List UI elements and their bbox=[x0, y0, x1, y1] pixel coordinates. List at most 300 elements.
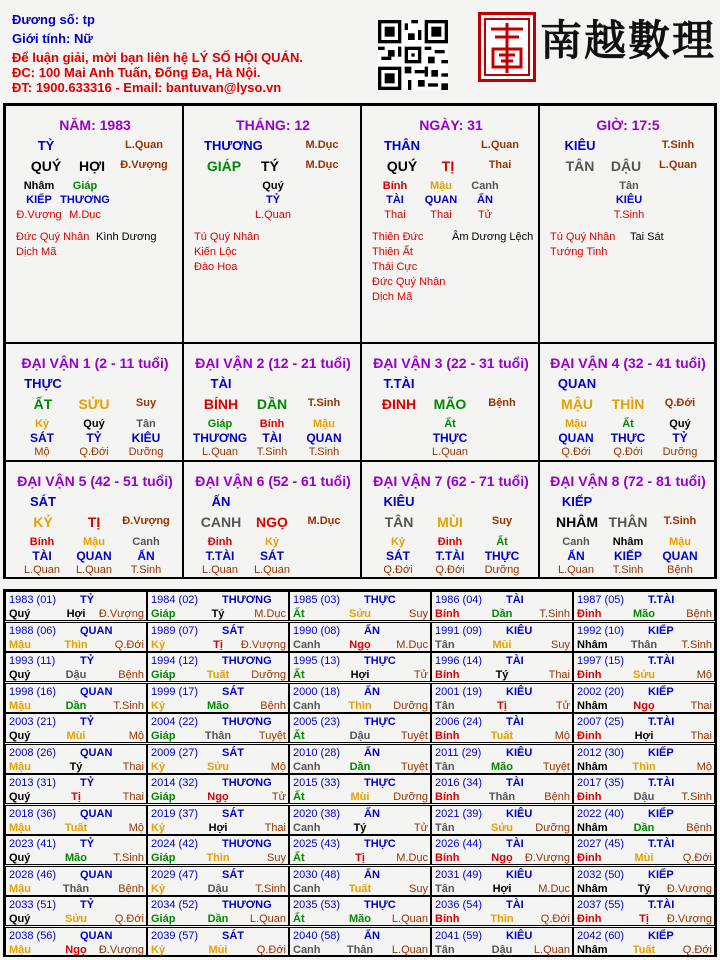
dai-van-god: SÁT bbox=[30, 494, 56, 509]
year-stem: Kỷ bbox=[151, 699, 166, 712]
year-state: Dưỡng bbox=[535, 821, 570, 834]
year-label: 2040 (58) bbox=[293, 929, 341, 942]
pillar-hidden-state: T.Sinh bbox=[613, 209, 645, 221]
year-cell bbox=[573, 805, 715, 835]
dai-van-hidden-god: TÀI bbox=[32, 549, 52, 563]
year-cell bbox=[573, 744, 715, 774]
year-stem: Đinh bbox=[577, 913, 602, 925]
year-state: Dưỡng bbox=[393, 791, 428, 803]
year-branch: Ngọ bbox=[207, 791, 229, 803]
year-label: 1991 (09) bbox=[435, 624, 483, 637]
header bbox=[0, 0, 720, 100]
year-state: Tuyệt bbox=[400, 730, 428, 742]
year-stem: Nhâm bbox=[577, 943, 608, 956]
year-ten-god: THƯƠNG bbox=[222, 655, 272, 667]
dai-van-state: Đ.Vượng bbox=[122, 515, 170, 527]
year-cell bbox=[5, 591, 147, 621]
year-branch: Tị bbox=[639, 913, 649, 925]
year-cell bbox=[289, 866, 431, 896]
year-state: Tử bbox=[271, 791, 286, 803]
year-label: 2033 (51) bbox=[9, 899, 57, 911]
dai-van-hidden-stem: Mậu bbox=[83, 536, 105, 548]
qr-code-icon bbox=[378, 20, 448, 90]
pillar-state: M.Dục bbox=[305, 139, 339, 151]
year-ten-god: QUAN bbox=[80, 807, 113, 820]
year-state: T.Sinh bbox=[113, 852, 144, 864]
year-ten-god: TÀI bbox=[506, 838, 524, 850]
dai-van-hidden-stem: Ất bbox=[622, 418, 634, 430]
year-label: 2030 (48) bbox=[293, 868, 341, 881]
year-state: L.Quan bbox=[391, 913, 428, 925]
year-state: T.Sinh bbox=[539, 608, 570, 620]
dai-van-title: ĐẠI VẬN 2 (12 - 21 tuổi) bbox=[195, 355, 351, 371]
pillar-star-secondary: Tai Sát bbox=[630, 231, 664, 243]
year-cell bbox=[289, 896, 431, 926]
year-state: Bệnh bbox=[544, 791, 570, 803]
year-ten-god: T.TÀI bbox=[648, 594, 675, 606]
year-ten-god: KIẾP bbox=[648, 929, 674, 942]
year-ten-god: THỰC bbox=[364, 655, 396, 667]
dai-van-hidden-stem: Canh bbox=[562, 536, 590, 548]
dai-van-hidden-stem: Ất bbox=[496, 536, 508, 548]
year-cell bbox=[431, 835, 573, 865]
year-branch: Thân bbox=[488, 791, 516, 803]
year-cell bbox=[573, 591, 715, 621]
year-state: Thai bbox=[690, 699, 712, 712]
year-state: Bệnh bbox=[118, 669, 144, 681]
year-cell bbox=[5, 744, 147, 774]
year-label: 2036 (54) bbox=[435, 899, 483, 911]
address-line: ĐC: 100 Mai Anh Tuấn, Đống Đa, Hà Nội. bbox=[12, 65, 261, 80]
dai-van-stem: ĐINH bbox=[381, 396, 417, 412]
dai-van-hidden-state: T.Sinh bbox=[256, 446, 288, 458]
year-stem: Ất bbox=[293, 913, 305, 925]
pillar-hidden-state: Thai bbox=[430, 209, 452, 221]
year-state: Dưỡng bbox=[251, 669, 286, 681]
dai-van-hidden-stem: Nhâm bbox=[612, 536, 644, 548]
year-cell bbox=[431, 591, 573, 621]
year-stem: Ất bbox=[293, 791, 305, 803]
dai-van-stem: NHÂM bbox=[556, 514, 598, 530]
dai-van-hidden-god: THƯƠNG bbox=[192, 431, 248, 445]
year-ten-god: KIẾP bbox=[648, 746, 674, 759]
year-ten-god: SÁT bbox=[222, 624, 244, 637]
year-branch: Dậu bbox=[207, 882, 229, 895]
year-state: Thai bbox=[122, 791, 144, 803]
year-cell bbox=[5, 896, 147, 926]
year-branch: Tý bbox=[69, 760, 83, 773]
phone-line: ĐT: 1900.633316 - Email: bantuvan@lyso.vn bbox=[12, 80, 282, 95]
dai-van-hidden-god: SÁT bbox=[260, 549, 284, 563]
year-cell bbox=[5, 683, 147, 713]
pillar-hidden-god: KIẾP bbox=[26, 194, 52, 206]
year-ten-god: T.TÀI bbox=[648, 716, 675, 728]
year-branch: Thìn bbox=[206, 852, 230, 864]
pillar-stem: GIÁP bbox=[206, 158, 242, 174]
year-state: Thai bbox=[264, 821, 286, 834]
year-ten-god: KIÊU bbox=[506, 746, 533, 759]
year-label: 1993 (11) bbox=[9, 655, 56, 667]
dai-van-branch: THÌN bbox=[611, 396, 645, 412]
year-branch: Tuất bbox=[632, 943, 656, 956]
year-state: L.Quan bbox=[391, 943, 428, 956]
year-stem: Quý bbox=[9, 913, 31, 925]
pillar-hidden-state: Đ.Vượng bbox=[16, 209, 62, 221]
pillar-star: Kiến Lộc bbox=[194, 246, 237, 258]
year-state: Suy bbox=[409, 882, 428, 895]
year-state: Mộ bbox=[696, 760, 712, 773]
year-stem: Đinh bbox=[577, 791, 602, 803]
year-state: T.Sinh bbox=[681, 638, 712, 651]
year-ten-god: KIÊU bbox=[506, 624, 533, 637]
year-cell bbox=[431, 683, 573, 713]
year-ten-god: SÁT bbox=[222, 929, 244, 942]
pillar-hidden-state: Tử bbox=[477, 209, 493, 221]
year-stem: Tân bbox=[435, 943, 455, 956]
year-ten-god: ẤN bbox=[364, 929, 380, 942]
year-state: T.Sinh bbox=[113, 699, 144, 712]
year-label: 1985 (03) bbox=[293, 594, 341, 606]
year-cell bbox=[431, 866, 573, 896]
year-branch: Tý bbox=[211, 608, 225, 620]
year-stem: Giáp bbox=[151, 608, 176, 620]
year-state: Q.Đới bbox=[540, 913, 570, 925]
year-stem: Bính bbox=[435, 791, 460, 803]
pillar-hidden-god: KIÊU bbox=[615, 194, 643, 206]
pillar-state: L.Quan bbox=[481, 139, 519, 151]
year-ten-god: KIÊU bbox=[506, 685, 533, 698]
year-branch: Dần bbox=[349, 760, 371, 773]
year-state: Bệnh bbox=[260, 699, 286, 712]
year-branch: Mùi bbox=[492, 638, 512, 651]
year-state: Q.Đới bbox=[114, 913, 144, 925]
year-label: 2019 (37) bbox=[151, 807, 199, 820]
year-label: 2024 (42) bbox=[151, 838, 199, 850]
year-label: 2041 (59) bbox=[435, 929, 483, 942]
gender-line: Giới tính: Nữ bbox=[12, 31, 93, 46]
dai-van-hidden-god: KIÊU bbox=[131, 431, 161, 445]
pillar-hidden-god: QUAN bbox=[424, 194, 458, 206]
dai-van-hidden-state: L.Quan bbox=[75, 564, 113, 576]
year-ten-god: T.TÀI bbox=[648, 838, 675, 850]
dai-van-hidden-state: L.Quan bbox=[557, 564, 595, 576]
pillar-hidden-stem: Quý bbox=[262, 180, 284, 192]
pillar-state: T.Sinh bbox=[661, 139, 695, 151]
year-state: Đ.Vượng bbox=[98, 943, 144, 956]
year-label: 2012 (30) bbox=[577, 746, 625, 759]
pillar-title: THÁNG: 12 bbox=[236, 117, 310, 133]
dai-van-title: ĐẠI VẬN 8 (72 - 81 tuổi) bbox=[550, 473, 706, 489]
year-cell bbox=[573, 774, 715, 804]
year-label: 2025 (43) bbox=[293, 838, 341, 850]
annual-years-grid bbox=[3, 589, 717, 957]
dai-van-god: TÀI bbox=[210, 376, 232, 391]
year-ten-god: KIẾP bbox=[648, 685, 674, 698]
year-stem: Tân bbox=[435, 882, 455, 895]
pillar-hidden-stem: Mậu bbox=[430, 180, 452, 192]
dai-van-title: ĐẠI VẬN 7 (62 - 71 tuổi) bbox=[373, 473, 529, 489]
pillar-star-secondary: Âm Dương Lệch bbox=[452, 231, 534, 243]
year-branch: Thìn bbox=[348, 699, 372, 712]
year-cell bbox=[431, 896, 573, 926]
dai-van-hidden-stem: Quý bbox=[83, 418, 105, 430]
year-state: L.Quan bbox=[533, 943, 570, 956]
year-stem: Tân bbox=[435, 760, 455, 773]
year-stem: Bính bbox=[435, 730, 460, 742]
dai-van-hidden-stem: Bính bbox=[259, 418, 285, 430]
dai-van-hidden-god: THỰC bbox=[610, 431, 646, 445]
year-state: Mộ bbox=[270, 760, 286, 773]
dai-van-title: ĐẠI VẬN 5 (42 - 51 tuổi) bbox=[17, 473, 173, 489]
year-stem: Tân bbox=[435, 638, 455, 651]
year-ten-god: SÁT bbox=[222, 746, 244, 759]
year-ten-god: KIẾP bbox=[648, 807, 674, 820]
dai-van-title: ĐẠI VẬN 4 (32 - 41 tuổi) bbox=[550, 355, 706, 371]
year-stem: Tân bbox=[435, 821, 455, 834]
pillar-title: GIỜ: 17:5 bbox=[596, 117, 660, 133]
dai-van-4 bbox=[539, 343, 715, 461]
dai-van-hidden-god: QUAN bbox=[558, 431, 594, 445]
pillar-star-secondary: Kình Dương bbox=[96, 231, 157, 243]
year-label: 2018 (36) bbox=[9, 807, 57, 820]
year-ten-god: TỶ bbox=[80, 594, 95, 606]
year-ten-god: ẤN bbox=[364, 685, 380, 698]
dai-van-hidden-god: SÁT bbox=[386, 549, 410, 563]
year-state: Đ.Vượng bbox=[98, 608, 144, 620]
dai-van-6 bbox=[183, 461, 361, 579]
dai-van-god: KIÊU bbox=[383, 494, 415, 509]
dai-van-title: ĐẠI VẬN 6 (52 - 61 tuổi) bbox=[195, 473, 351, 489]
dai-van-hidden-stem: Giáp bbox=[207, 418, 233, 430]
year-branch: Thân bbox=[204, 730, 232, 742]
year-branch: Thân bbox=[630, 638, 658, 651]
year-label: 1990 (08) bbox=[293, 624, 341, 637]
year-cell bbox=[147, 927, 289, 957]
year-label: 2037 (55) bbox=[577, 899, 625, 911]
dai-van-hidden-state: T.Sinh bbox=[308, 446, 340, 458]
year-label: 2028 (46) bbox=[9, 868, 57, 881]
year-ten-god: SÁT bbox=[222, 685, 244, 698]
dai-van-state: T.Sinh bbox=[663, 515, 697, 527]
year-branch: Ngọ bbox=[633, 699, 655, 712]
dai-van-hidden-stem: Kỷ bbox=[390, 536, 406, 548]
pillar-stem: TÂN bbox=[565, 158, 595, 174]
year-ten-god: THƯƠNG bbox=[222, 716, 272, 728]
year-state: M.Dục bbox=[396, 638, 428, 651]
year-state: Q.Đới bbox=[256, 943, 286, 956]
year-state: Đ.Vượng bbox=[666, 882, 712, 895]
year-branch: Tị bbox=[355, 852, 365, 864]
year-cell bbox=[289, 591, 431, 621]
pillar-state: L.Quan bbox=[125, 139, 163, 151]
pillar-branch: TỊ bbox=[441, 158, 455, 174]
year-state: Suy bbox=[551, 638, 570, 651]
year-branch: Hợi bbox=[66, 608, 86, 620]
pillar-star: Thiên Đức bbox=[372, 231, 424, 243]
dai-van-hidden-stem: Mậu bbox=[313, 418, 335, 430]
dai-van-hidden-stem: Đinh bbox=[437, 536, 463, 548]
dai-van-branch: TỊ bbox=[87, 514, 101, 530]
dai-van-hidden-god: KIẾP bbox=[613, 549, 642, 563]
year-state: L.Quan bbox=[249, 913, 286, 925]
year-ten-god: T.TÀI bbox=[648, 899, 675, 911]
dai-van-branch: DẦN bbox=[256, 396, 288, 412]
year-label: 1997 (15) bbox=[577, 655, 625, 667]
year-label: 2027 (45) bbox=[577, 838, 625, 850]
year-label: 2014 (32) bbox=[151, 777, 199, 789]
year-cell bbox=[573, 713, 715, 743]
year-ten-god: T.TÀI bbox=[648, 777, 675, 789]
year-label: 2042 (60) bbox=[577, 929, 625, 942]
year-cell bbox=[147, 744, 289, 774]
year-stem: Giáp bbox=[151, 913, 176, 925]
year-branch: Hợi bbox=[634, 730, 654, 742]
year-cell bbox=[147, 652, 289, 682]
pillar-title: NGÀY: 31 bbox=[419, 117, 483, 133]
dai-van-state: Bệnh bbox=[488, 397, 516, 409]
year-ten-god: TỶ bbox=[80, 655, 95, 667]
year-state: Mộ bbox=[128, 730, 144, 742]
dai-van-stem: CANH bbox=[200, 514, 242, 530]
dai-van-hidden-state: L.Quan bbox=[201, 446, 239, 458]
year-ten-god: TỶ bbox=[80, 716, 95, 728]
dai-van-god: THỰC bbox=[24, 376, 62, 391]
pillar-star: Thiên Ất bbox=[372, 246, 413, 258]
year-stem: Bính bbox=[435, 913, 460, 925]
pillar-branch-state: L.Quan bbox=[659, 159, 697, 171]
dai-van-state: T.Sinh bbox=[307, 397, 341, 409]
year-state: Đ.Vượng bbox=[524, 852, 570, 864]
pillar-1 bbox=[183, 105, 361, 343]
year-label: 1994 (12) bbox=[151, 655, 199, 667]
year-stem: Quý bbox=[9, 791, 31, 803]
year-branch: Tị bbox=[497, 699, 507, 712]
dai-van-branch: MÃO bbox=[433, 396, 467, 412]
year-ten-god: QUAN bbox=[80, 868, 113, 881]
pillar-0 bbox=[5, 105, 183, 343]
year-stem: Đinh bbox=[577, 669, 602, 681]
year-branch: Hợi bbox=[350, 669, 370, 681]
pillar-star: Tú Quý Nhân bbox=[194, 231, 260, 243]
year-branch: Sửu bbox=[348, 608, 372, 620]
year-cell bbox=[573, 683, 715, 713]
year-label: 2020 (38) bbox=[293, 807, 341, 820]
dai-van-hidden-god: QUAN bbox=[662, 549, 698, 563]
dai-van-state: Suy bbox=[491, 515, 513, 527]
year-state: Thai bbox=[548, 669, 570, 681]
chart-main bbox=[3, 103, 717, 579]
dai-van-hidden-stem: Kỷ bbox=[264, 536, 280, 548]
year-state: M.Dục bbox=[396, 852, 428, 864]
pillar-branch-state: M.Dục bbox=[305, 159, 339, 171]
year-cell bbox=[573, 622, 715, 652]
dai-van-hidden-god: ẤN bbox=[567, 549, 585, 563]
year-ten-god: THƯƠNG bbox=[222, 777, 272, 789]
year-state: Tuyệt bbox=[542, 760, 570, 773]
year-stem: Đinh bbox=[577, 608, 602, 620]
dai-van-2 bbox=[183, 343, 361, 461]
year-label: 1983 (01) bbox=[9, 594, 57, 606]
year-stem: Quý bbox=[9, 608, 31, 620]
dai-van-hidden-stem: Đinh bbox=[207, 536, 233, 548]
year-stem: Nhâm bbox=[577, 699, 608, 712]
year-cell bbox=[147, 622, 289, 652]
year-label: 2039 (57) bbox=[151, 929, 199, 942]
year-state: Bệnh bbox=[118, 882, 144, 895]
year-branch: Tị bbox=[213, 638, 223, 651]
year-cell bbox=[289, 835, 431, 865]
year-cell bbox=[289, 927, 431, 957]
year-stem: Mậu bbox=[9, 821, 31, 834]
year-branch: Tuất bbox=[490, 730, 514, 742]
year-label: 1999 (17) bbox=[151, 685, 199, 698]
pillar-hidden-god: TÀI bbox=[386, 194, 404, 206]
dai-van-hidden-god: QUAN bbox=[306, 431, 342, 445]
year-ten-god: THƯƠNG bbox=[222, 594, 272, 606]
dai-van-hidden-state: Q.Đới bbox=[561, 446, 591, 458]
pillar-hidden-god: TỶ bbox=[265, 194, 281, 206]
year-stem: Nhâm bbox=[577, 760, 608, 773]
year-stem: Giáp bbox=[151, 730, 176, 742]
year-cell bbox=[573, 927, 715, 957]
dai-van-hidden-state: Q.Đới bbox=[79, 446, 109, 458]
year-branch: Hợi bbox=[492, 882, 512, 895]
year-cell bbox=[289, 622, 431, 652]
year-ten-god: TÀI bbox=[506, 655, 524, 667]
year-label: 2005 (23) bbox=[293, 716, 341, 728]
year-stem: Mậu bbox=[9, 882, 31, 895]
year-cell bbox=[573, 896, 715, 926]
year-label: 1987 (05) bbox=[577, 594, 625, 606]
year-branch: Ngọ bbox=[349, 638, 371, 651]
year-branch: Mão bbox=[65, 852, 87, 864]
year-cell bbox=[289, 774, 431, 804]
year-branch: Tý bbox=[637, 882, 651, 895]
year-ten-god: TÀI bbox=[506, 594, 524, 606]
year-branch: Tị bbox=[71, 791, 81, 803]
pillar-stem: QUÝ bbox=[386, 158, 418, 174]
year-cell bbox=[431, 805, 573, 835]
year-stem: Quý bbox=[9, 669, 31, 681]
dai-van-hidden-stem: Quý bbox=[669, 418, 691, 430]
dai-van-god: QUAN bbox=[557, 376, 597, 391]
dai-van-hidden-god: THỰC bbox=[432, 431, 468, 445]
year-cell bbox=[5, 652, 147, 682]
year-label: 2021 (39) bbox=[435, 807, 483, 820]
year-ten-god: ẤN bbox=[364, 746, 380, 759]
year-label: 2007 (25) bbox=[577, 716, 625, 728]
pillar-hidden-state: M.Dục bbox=[69, 209, 101, 221]
dai-van-hidden-stem: Tân bbox=[136, 418, 156, 430]
year-cell bbox=[5, 835, 147, 865]
year-branch: Dậu bbox=[349, 730, 371, 742]
pillar-hidden-stem: Tân bbox=[619, 180, 639, 192]
year-branch: Thìn bbox=[64, 638, 88, 651]
year-label: 1995 (13) bbox=[293, 655, 341, 667]
year-branch: Dậu bbox=[491, 943, 513, 956]
year-label: 2016 (34) bbox=[435, 777, 483, 789]
year-stem: Nhâm bbox=[577, 821, 608, 834]
year-label: 2008 (26) bbox=[9, 746, 57, 759]
dai-van-stem: BÍNH bbox=[203, 396, 239, 412]
pillar-branch-state: Đ.Vượng bbox=[120, 159, 168, 171]
year-branch: Dần bbox=[207, 913, 229, 925]
year-branch: Dần bbox=[633, 821, 655, 834]
year-stem: Canh bbox=[293, 943, 321, 956]
dai-van-title: ĐẠI VẬN 1 (2 - 11 tuổi) bbox=[21, 355, 169, 371]
dai-van-hidden-state: Q.Đới bbox=[435, 564, 465, 576]
year-branch: Tuất bbox=[64, 821, 88, 834]
